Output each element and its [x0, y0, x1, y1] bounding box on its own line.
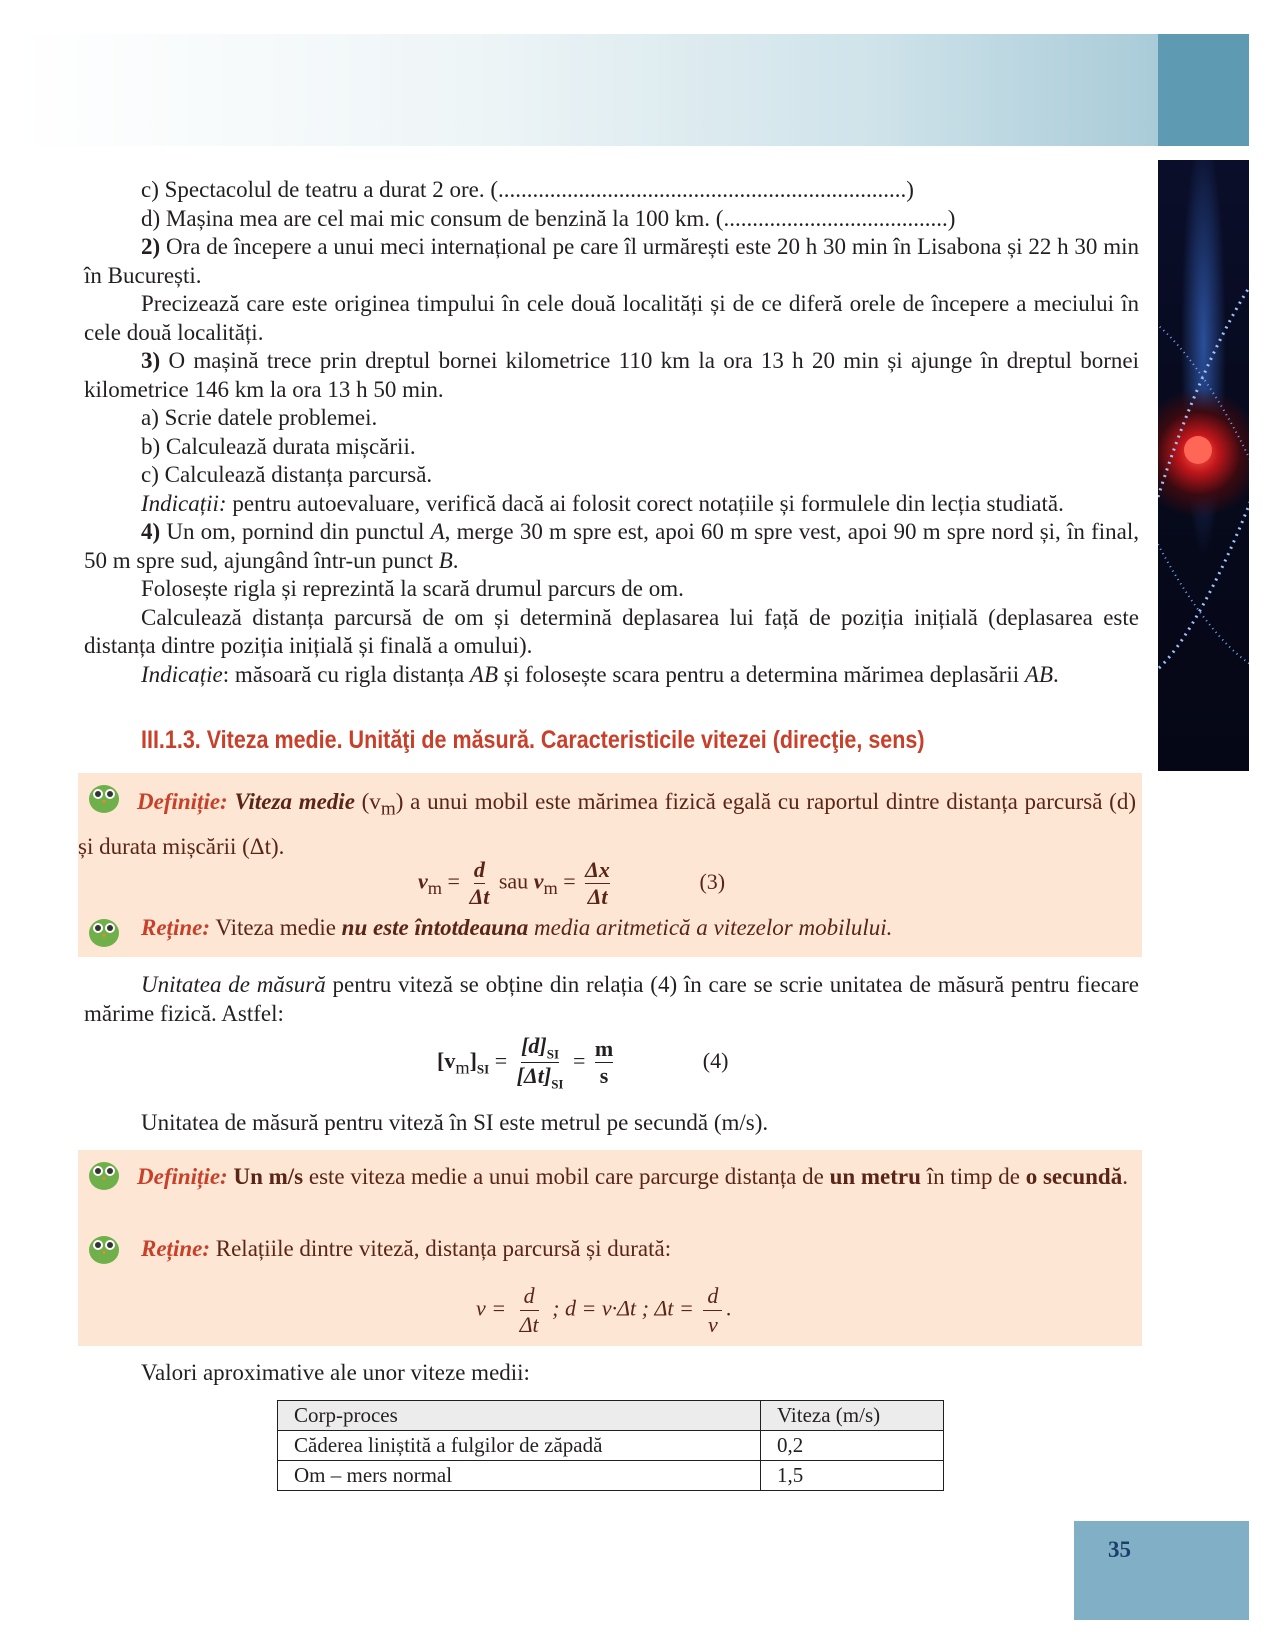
remember-label: Reține:: [141, 1236, 210, 1261]
table-row: [278, 1461, 944, 1491]
fraction: [469, 857, 489, 910]
exercise-text: , merge 30 m spre est, apoi 60 m spre vest, apoi 90 m spre nord și, în final, 50 m spre sud, ajungând într-un punct: [84, 519, 1139, 573]
subscript: m: [427, 877, 443, 898]
numerator: d: [520, 1282, 539, 1311]
numerator: [d]: [521, 1033, 547, 1058]
definition-label: Definiție:: [137, 789, 228, 814]
denominator: s: [599, 1063, 609, 1089]
remember-label: Reține:: [141, 915, 210, 940]
fraction: [703, 1282, 722, 1339]
exercise-1d: d) Mașina mea are cel mai mic consum de benzină la 100 km. (.......................................): [141, 205, 956, 231]
formula-number: (4): [702, 1047, 729, 1073]
table-cell: Om – mers normal: [278, 1461, 761, 1491]
remember-emphasis: nu este întotdeauna: [341, 915, 529, 940]
hint-text: : măsoară cu rigla distanța: [222, 661, 470, 687]
formula-symbol: ; d = v·Δt ; Δt =: [552, 1295, 694, 1321]
subscript: SI: [476, 1061, 490, 1077]
remember-note: [141, 1234, 671, 1264]
exercise-text: .: [452, 547, 459, 573]
exercise-number: 4): [141, 519, 161, 544]
table-cell: 1,5: [761, 1461, 944, 1491]
exercise-3a: a) Scrie datele problemei.: [141, 405, 378, 430]
fraction: [516, 1282, 543, 1339]
exercise-number: 2): [141, 234, 161, 259]
page-number-box: [1074, 1521, 1249, 1620]
segment-ab: AB: [469, 661, 499, 687]
formula-symbol: v: [418, 868, 428, 894]
denominator: Δt: [519, 1312, 539, 1337]
subscript: m: [543, 877, 558, 898]
definition-box-average-speed: [78, 773, 1142, 957]
exercise-3: [84, 347, 1139, 404]
segment-ab: AB: [1024, 661, 1054, 687]
hint-label: Indicații:: [141, 490, 227, 516]
definition-label: Definiție:: [137, 1164, 228, 1189]
owl-mascot-icon: [84, 1230, 124, 1266]
atom-decorative-image: [1158, 160, 1249, 771]
column-header: Viteza (m/s): [761, 1401, 944, 1431]
remember-note: [141, 913, 892, 943]
remember-text: media aritmetică a vitezelor mobilului.: [528, 915, 893, 940]
definition-text-part: .: [1122, 1164, 1128, 1189]
point-b: B: [438, 547, 453, 573]
hint-text: și folosește scara pentru a determina mărimea deplasării: [498, 661, 1025, 687]
exercise-4-hint: [84, 661, 1139, 690]
point-a: A: [430, 519, 445, 544]
table-intro: Valori aproximative ale unor viteze medii:: [141, 1360, 530, 1385]
speed-values-table: [277, 1400, 944, 1491]
header-banner: [16, 34, 1158, 146]
exercise-2: [84, 233, 1139, 290]
unit-term: Unitatea de măsură: [141, 972, 326, 997]
exercise-4-q2: Calculează distanța parcursă de om și determină deplasarea lui față de poziția inițială (deplasarea este distanța dintre poziția inițială și finală a omului).: [84, 604, 1139, 658]
denominator: v: [707, 1312, 718, 1337]
exercise-3-hint: [84, 490, 1139, 519]
table-row: [278, 1431, 944, 1461]
exercise-4: [84, 518, 1139, 575]
definition-emphasis: un metru: [829, 1164, 921, 1189]
definition-emphasis: o secundă: [1025, 1164, 1123, 1189]
column-header: Corp-proces: [278, 1401, 761, 1431]
fraction: [585, 857, 610, 910]
exercise-text: Un om, pornind din punctul: [160, 519, 431, 544]
subscript: SI: [551, 1076, 564, 1092]
subscript: m: [455, 1057, 470, 1078]
table-cell: Căderea liniștită a fulgilor de zăpadă: [278, 1431, 761, 1461]
unit-paragraph: [84, 971, 1139, 1028]
owl-mascot-icon: [84, 913, 124, 949]
speed-relations-formula: [476, 1282, 732, 1339]
numerator: d: [703, 1282, 722, 1311]
numerator: d: [473, 857, 485, 882]
formula-symbol: [v: [437, 1047, 456, 1073]
definition-text-part: este viteza medie a unui mobil care parcurge distanța de: [303, 1164, 830, 1189]
definition-text-part: ) a unui mobil este mărimea fizică egală cu raportul dintre distanța parcursă (d) și durata mișcării (Δt).: [78, 789, 1136, 859]
formula-symbol: v: [533, 868, 544, 894]
si-unit-line: Unitatea de măsură pentru viteză în SI este metrul pe secundă (m/s).: [141, 1110, 769, 1135]
exercise-2-question: Precizează care este originea timpului în cele două localități și de ce diferă orele de începere a meciului în cele două localități.: [84, 291, 1139, 345]
formula-number: (3): [699, 868, 726, 894]
formula-3: [418, 857, 725, 910]
definition-text-part: în timp de: [920, 1164, 1026, 1189]
fraction: [517, 1033, 564, 1093]
subscript: SI: [546, 1046, 560, 1062]
exercise-number: 3): [141, 348, 161, 373]
formula-4: $[v_m]_{SI}$ = $\frac{[d]_{SI}}{[\Delta t]_{SI}}$ = $\frac{m}{s}$ (4): [437, 1033, 729, 1092]
hint-text: .: [1053, 661, 1059, 687]
formula-symbol: ]: [469, 1047, 477, 1073]
hint-text: pentru autoevaluare, verifică dacă ai folosit corect notațiile și formulele din lecția studiată.: [226, 490, 1064, 516]
definition-box-meter-per-second: [78, 1150, 1142, 1346]
remember-text: Viteza medie: [210, 915, 342, 940]
numerator: m: [594, 1036, 614, 1062]
formula-word: sau: [498, 868, 529, 894]
table-header-row: [278, 1401, 944, 1431]
definition-text: [78, 783, 1136, 865]
section-heading: III.1.3. Viteza medie. Unităţi de măsură. Caracteristicile vitezei (direcţie, sens): [141, 726, 925, 754]
formula-symbol: =: [563, 868, 576, 894]
definition-term: Viteza medie: [234, 789, 355, 814]
exercise-3c: c) Calculează distanța parcursă.: [141, 462, 433, 487]
unit-text: [84, 971, 1139, 1028]
definition-text: [78, 1158, 1136, 1195]
denominator: [Δt]: [516, 1063, 552, 1089]
remember-text: Relațiile dintre viteză, distanța parcursă și durată:: [210, 1236, 672, 1261]
unit-text-part: pentru viteză se obține din relația (4) în care se scrie unitatea de măsură pentru fiecare mărime fizică. Astfel:: [84, 972, 1139, 1026]
exercise-text: Ora de începere a unui meci internațional pe care îl urmărești este 20 h 30 min în Lisabona și 22 h 30 min în București.: [84, 234, 1139, 288]
numerator: Δx: [585, 857, 610, 882]
fraction: [595, 1036, 613, 1089]
table-cell: 0,2: [761, 1431, 944, 1461]
formula-symbol: v =: [476, 1295, 507, 1321]
header-banner-accent: [1158, 34, 1249, 146]
formula-symbol: =: [447, 868, 460, 894]
denominator: Δt: [469, 884, 490, 909]
hint-label: Indicație: [141, 661, 223, 687]
exercise-1c: c) Spectacolul de teatru a durat 2 ore. (.......................................................................): [141, 177, 914, 202]
exercises-text: [84, 176, 1139, 689]
page-number: 35: [1108, 1537, 1131, 1562]
formula-symbol: .: [726, 1295, 732, 1321]
denominator: Δt: [587, 884, 608, 909]
exercise-3b: b) Calculează durata mișcării.: [141, 433, 416, 459]
subscript: m: [380, 798, 396, 820]
definition-term: Un m/s: [233, 1164, 304, 1189]
definition-text-part: (v: [354, 789, 381, 814]
exercise-text: O mașină trece prin dreptul bornei kilometrice 110 km la ora 13 h 20 min și ajunge în dreptul bornei kilometrice 146 km la ora 13 h 50 min.: [84, 348, 1139, 402]
exercise-4-q1: Folosește rigla și reprezintă la scară drumul parcurs de om.: [141, 576, 684, 601]
